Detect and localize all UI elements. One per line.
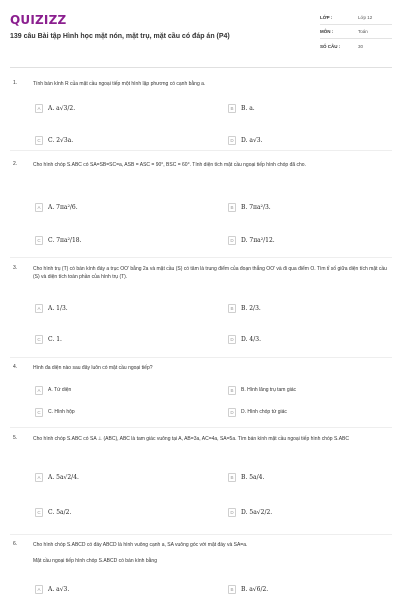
option-text: A. 1/3. xyxy=(48,304,68,312)
option-text: B. 5a/4. xyxy=(241,473,265,481)
option-text: A. Tứ diện xyxy=(48,387,72,393)
meta-value: Lớp 12 xyxy=(358,15,373,20)
header-divider xyxy=(10,67,392,68)
question-3 xyxy=(10,265,392,355)
question-4 xyxy=(10,364,392,424)
question-6 xyxy=(10,541,392,599)
option-letter-box: C xyxy=(35,136,43,145)
option-b[interactable] xyxy=(228,102,255,114)
option-text: C. Hình hộp xyxy=(48,409,75,415)
question-divider xyxy=(10,357,392,358)
option-c[interactable] xyxy=(35,506,71,518)
question-divider xyxy=(10,534,392,535)
option-text: B. 2/3. xyxy=(241,304,261,312)
option-letter-box: C xyxy=(35,335,43,344)
meta-key: SỐ CÂU : xyxy=(320,43,341,49)
meta-value: 30 xyxy=(358,43,364,49)
option-c[interactable] xyxy=(35,333,62,345)
question-text: Cho hình chóp S.ABC có SA ⊥ (ABC), ABC là tam giác vuông tại A, AB=3a, AC=4a, SA=5a. Tìm bán kính mặt cầu ngoại tiếp hình chóp S.ABC xyxy=(33,436,349,442)
option-text: A. a√3. xyxy=(48,585,70,593)
option-letter-box: C xyxy=(35,508,43,517)
option-b[interactable] xyxy=(228,201,271,213)
meta-row-count xyxy=(320,39,392,53)
option-letter-box: B xyxy=(228,473,236,482)
logo: QUIZIZZ xyxy=(10,13,67,27)
meta-row-subject xyxy=(320,25,392,39)
question-divider xyxy=(10,150,392,151)
option-text: C. 5a/2. xyxy=(48,508,72,516)
option-letter-box: D xyxy=(228,236,236,245)
option-letter-box: C xyxy=(35,236,43,245)
option-letter-box: B xyxy=(228,203,236,212)
question-text: Hình đa diện nào sau đây luôn có mặt cầu ngoại tiếp? xyxy=(33,365,153,371)
option-d[interactable] xyxy=(228,134,263,146)
question-2 xyxy=(10,161,392,255)
option-text: D. Hình chóp tứ giác xyxy=(241,409,287,415)
option-text: D. 7πa²/12. xyxy=(241,236,275,244)
question-number: 2. xyxy=(13,161,18,167)
option-text: A. 7πa²/6. xyxy=(48,203,78,211)
option-a[interactable] xyxy=(35,302,68,314)
option-letter-box: A xyxy=(35,585,43,594)
question-divider xyxy=(10,257,392,258)
option-letter-box: D xyxy=(228,508,236,517)
meta-key: MÔN : xyxy=(320,29,334,34)
option-letter-box: A xyxy=(35,203,43,212)
option-b[interactable] xyxy=(228,302,261,314)
option-text: B. a. xyxy=(241,104,255,112)
option-c[interactable] xyxy=(35,234,82,246)
option-letter-box: A xyxy=(35,386,43,395)
option-letter-box: C xyxy=(35,408,43,417)
option-letter-box: D xyxy=(228,136,236,145)
option-b[interactable] xyxy=(228,384,296,396)
question-text: Tính bán kính R của mặt cầu ngoại tiếp một hình lập phương có cạnh bằng a. xyxy=(33,81,206,87)
question-divider xyxy=(10,427,392,428)
option-text: C. 1. xyxy=(48,335,62,343)
option-d[interactable] xyxy=(228,406,287,418)
option-letter-box: A xyxy=(35,473,43,482)
option-b[interactable] xyxy=(228,583,268,595)
option-letter-box: B xyxy=(228,585,236,594)
option-a[interactable] xyxy=(35,201,78,213)
option-letter-box: D xyxy=(228,408,236,417)
option-d[interactable] xyxy=(228,234,275,246)
question-text: Cho hình chóp S.ABCD có đáy ABCD là hình vuông cạnh a, SA vuông góc với mặt đáy và SA=a. xyxy=(33,542,248,548)
option-a[interactable] xyxy=(35,583,69,595)
option-letter-box: A xyxy=(35,104,43,113)
option-c[interactable] xyxy=(35,134,73,146)
option-letter-box: B xyxy=(228,386,236,395)
option-text: A. a√3/2. xyxy=(48,104,76,112)
option-letter-box: D xyxy=(228,335,236,344)
option-text: A. 5a√2/4. xyxy=(48,473,79,481)
option-c[interactable] xyxy=(35,406,75,418)
option-text: D. a√3. xyxy=(241,136,263,144)
question-5 xyxy=(10,435,392,531)
option-text: D. 4/3. xyxy=(241,335,261,343)
option-text: C. 2√3a. xyxy=(48,136,74,144)
option-a[interactable] xyxy=(35,384,71,396)
option-d[interactable] xyxy=(228,506,272,518)
option-letter-box: A xyxy=(35,304,43,313)
question-number: 3. xyxy=(13,265,18,271)
meta-panel xyxy=(320,11,392,53)
option-text: C. 7πa²/18. xyxy=(48,236,82,244)
meta-key: LỚP : xyxy=(320,15,333,20)
question-text: Cho hình trụ (T) có bán kính đáy a trục OO' bằng 2a và mặt cầu (S) có tâm là trung điểm của đoạn thẳng OO' và đi qua điểm O. Tìm tỉ số giữa diện tích mặt cầu (S) và diện tích toàn phần của hình trụ (T). xyxy=(33,266,387,280)
option-b[interactable] xyxy=(228,471,264,483)
option-a[interactable] xyxy=(35,102,75,114)
option-text: B. Hình lăng trụ tam giác xyxy=(241,387,297,393)
question-number: 6. xyxy=(13,541,18,547)
meta-value: Toán xyxy=(358,29,368,34)
question-1 xyxy=(10,80,392,150)
option-text: B. 7πa²/3. xyxy=(241,203,271,211)
option-a[interactable] xyxy=(35,471,79,483)
option-d[interactable] xyxy=(228,333,261,345)
meta-row-grade xyxy=(320,11,392,25)
option-text: D. 5a√2/2. xyxy=(241,508,273,516)
question-number: 5. xyxy=(13,435,18,441)
document-title: 139 câu Bài tập Hình học mặt nón, mặt trụ, mặt cầu có đáp án (P4) xyxy=(10,33,230,40)
option-letter-box: B xyxy=(228,304,236,313)
option-text: B. a√6/2. xyxy=(241,585,269,593)
question-number: 4. xyxy=(13,364,18,370)
question-number: 1. xyxy=(13,80,18,86)
question-text-continued: Mặt cầu ngoại tiếp hình chóp S.ABCD có bán kính bằng xyxy=(33,558,157,564)
question-text: Cho hình chóp S.ABC có SA=SB=SC=a, ASB = ASC = 90°, BSC = 60°. Tính diện tích mặt cầu ngoại tiếp hình chóp đã cho. xyxy=(33,162,306,168)
option-letter-box: B xyxy=(228,104,236,113)
